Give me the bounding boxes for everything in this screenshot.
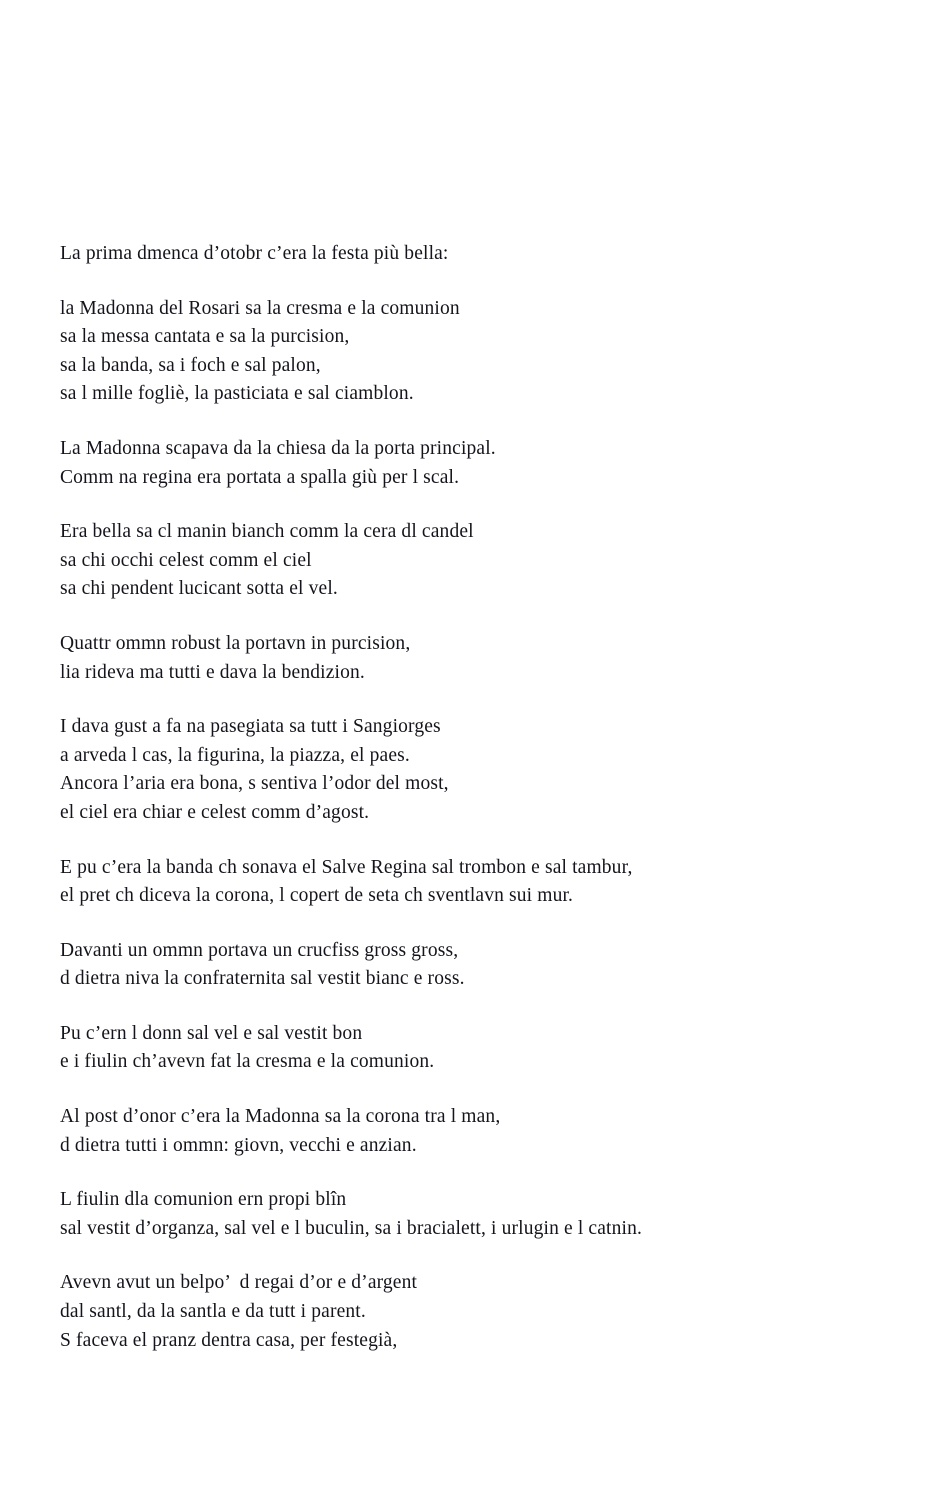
poem-line: d dietra tutti i ommn: giovn, vecchi e anzian. <box>60 1134 417 1156</box>
poem-stanza <box>60 713 872 827</box>
poem-line: Quattr ommn robust la portavn in purcision, <box>60 632 411 654</box>
poem-stanza <box>60 1020 872 1077</box>
poem-stanza <box>60 937 872 994</box>
poem-line: Davanti un ommn portava un crucfiss gross gross, <box>60 939 459 961</box>
poem-line: Era bella sa cl manin bianch comm la cera dl candel <box>60 521 474 543</box>
poem-line: el ciel era chiar e celest comm d’agost. <box>60 801 370 823</box>
poem-stanza <box>60 854 872 911</box>
poem-line: La prima dmenca d’otobr c’era la festa più bella: <box>60 243 449 264</box>
poem-line: sa chi occhi celest comm el ciel <box>60 549 312 571</box>
poem-line: la Madonna del Rosari sa la cresma e la comunion <box>60 297 460 319</box>
poem-line: S faceva el pranz dentra casa, per festegià, <box>60 1329 398 1351</box>
poem-line: d dietra niva la confraternita sal vestit bianc e ross. <box>60 968 465 990</box>
poem-line: sal vestit d’organza, sal vel e l buculin, sa i bracialett, i urlugin e l catnin. <box>60 1217 642 1239</box>
poem-line: e i fiulin ch’avevn fat la cresma e la comunion. <box>60 1051 435 1073</box>
poem-stanza <box>60 1103 872 1160</box>
poem-line: La Madonna scapava da la chiesa da la porta principal. <box>60 437 496 459</box>
poem-line: lia rideva ma tutti e dava la bendizion. <box>60 661 365 683</box>
poem-line: sa l mille fogliè, la pasticiata e sal ciamblon. <box>60 383 414 405</box>
poem-text <box>60 240 872 1355</box>
poem-stanza <box>60 435 872 492</box>
poem-line: sa la messa cantata e sa la purcision, <box>60 326 350 348</box>
poem-line: a arveda l cas, la figurina, la piazza, el paes. <box>60 744 410 766</box>
poem-line: Avevn avut un belpo’ d regai d’or e d’argent <box>60 1272 418 1294</box>
poem-stanza <box>60 240 872 269</box>
poem-stanza <box>60 1186 872 1243</box>
poem-stanza <box>60 630 872 687</box>
poem-line: dal santl, da la santla e da tutt i parent. <box>60 1301 366 1323</box>
poem-line: E pu c’era la banda ch sonava el Salve Regina sal trombon e sal tambur, <box>60 856 633 878</box>
poem-line: sa chi pendent lucicant sotta el vel. <box>60 578 338 600</box>
poem-line: Al post d’onor c’era la Madonna sa la corona tra l man, <box>60 1106 501 1128</box>
poem-line: L fiulin dla comunion ern propi blîn <box>60 1189 347 1211</box>
poem-line: Comm na regina era portata a spalla giù per l scal. <box>60 466 460 488</box>
poem-line: Ancora l’aria era bona, s sentiva l’odor del most, <box>60 773 449 795</box>
poem-line: el pret ch diceva la corona, l copert de seta ch sventlavn sui mur. <box>60 885 574 907</box>
poem-line: I dava gust a fa na pasegiata sa tutt i Sangiorges <box>60 716 441 738</box>
poem-line: sa la banda, sa i foch e sal palon, <box>60 354 321 376</box>
poem-line: Pu c’ern l donn sal vel e sal vestit bon <box>60 1022 363 1044</box>
poem-stanza <box>60 295 872 409</box>
poem-stanza <box>60 518 872 604</box>
poem-stanza <box>60 1269 872 1355</box>
